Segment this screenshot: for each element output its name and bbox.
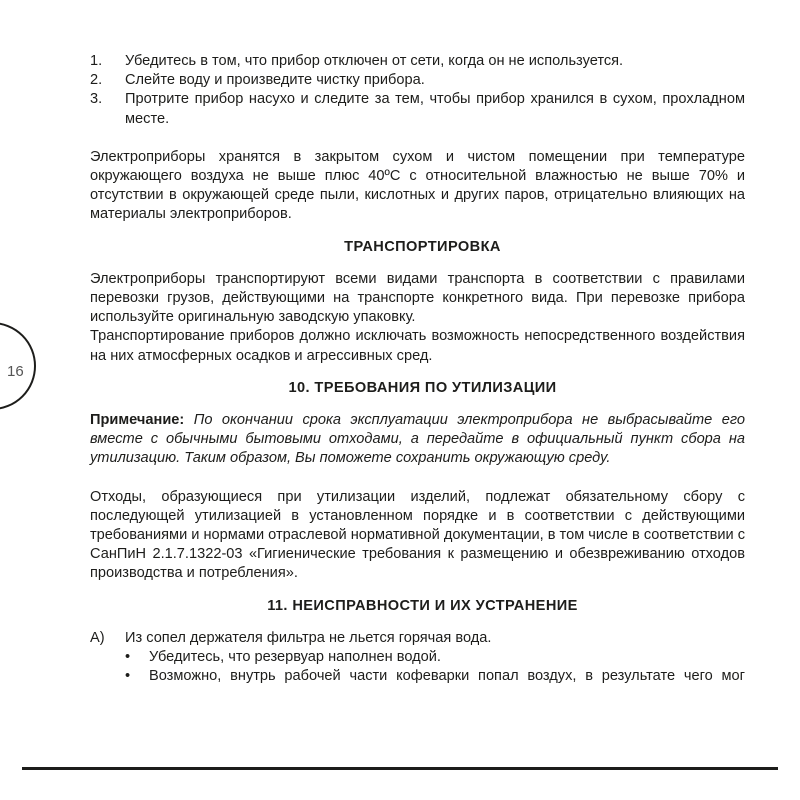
disposal-heading: 10. ТРЕБОВАНИЯ ПО УТИЛИЗАЦИИ <box>288 379 557 396</box>
list-item <box>90 52 745 71</box>
list-item <box>90 71 745 90</box>
list-item-number: 3. <box>90 91 103 108</box>
bottom-rule <box>22 767 778 770</box>
bullet-item <box>90 648 745 667</box>
transport-paragraph-1: Электроприборы транспортируют всеми видами транспорта в соответствии с правилами перевозки грузов, действующими на транспорте конкретного вида. При перевозке прибора используйте оригинальную заводскую упаковку. <box>90 270 745 326</box>
list-item-text: Слейте воду и произведите чистку прибора. <box>125 72 425 89</box>
page-number: 16 <box>7 363 24 380</box>
disposal-paragraph: Отходы, образующиеся при утилизации изделий, подлежат обязательному сбору с последующей утилизацией в установленном порядке и в соответствии с действующими требованиями и нормами отраслевой нормативной документации, в том числе в соответствии с СанПиН 2.1.7.1322-03 «Гигиенические требования к размещению и обезвреживанию отходов производства и потребления». <box>90 488 746 582</box>
troubleshooting-item <box>90 629 745 648</box>
list-item-text: Протрите прибор насухо и следите за тем, чтобы прибор хранился в сухом, прохладном месте. <box>125 91 745 127</box>
troubleshooting-item-label: А) <box>90 629 105 646</box>
bullet-item <box>90 667 745 686</box>
transport-paragraph-2: Транспортирование приборов должно исключать возможность непосредственного воздействия на них атмосферных осадков и агрессивных сред. <box>90 328 745 364</box>
note-label: Примечание: <box>90 412 185 429</box>
bullet-text: Убедитесь, что резервуар наполнен водой. <box>149 649 441 666</box>
troubleshooting-heading: 11. НЕИСПРАВНОСТИ И ИХ УСТРАНЕНИЕ <box>267 597 578 614</box>
list-item-number: 1. <box>90 53 103 69</box>
note-text: По окончании срока эксплуатации электроприбора не выбрасывайте его вместе с обычными бытовыми отходами, а передайте в официальный пункт сбора на утилизацию. Таким образом, Вы поможете сохранить окружающую среду. <box>90 412 745 467</box>
storage-paragraph: Электроприборы хранятся в закрытом сухом и чистом помещении при температуре окружающего воздуха не выше плюс 40ºС с относительной влажностью не выше 70% и отсутствии в окружающей среде пыли, кислотных и других паров, отрицательно влияющих на материалы электроприборов. <box>90 148 745 223</box>
list-item-number: 2. <box>90 72 103 89</box>
troubleshooting-item-text: Из сопел держателя фильтра не льется горячая вода. <box>125 629 492 646</box>
list-item-text: Убедитесь в том, что прибор отключен от сети, когда он не используется. <box>125 53 624 69</box>
document-page <box>90 52 745 686</box>
transport-heading: ТРАНСПОРТИРОВКА <box>344 238 501 255</box>
intro-list <box>90 52 745 129</box>
list-item <box>90 90 745 128</box>
bullet-icon: • <box>125 649 131 666</box>
bullet-text: Возможно, внутрь рабочей части кофеварки попал воздух, в результате чего мог <box>149 668 745 685</box>
disposal-note <box>90 411 745 469</box>
bullet-icon: • <box>125 668 131 685</box>
